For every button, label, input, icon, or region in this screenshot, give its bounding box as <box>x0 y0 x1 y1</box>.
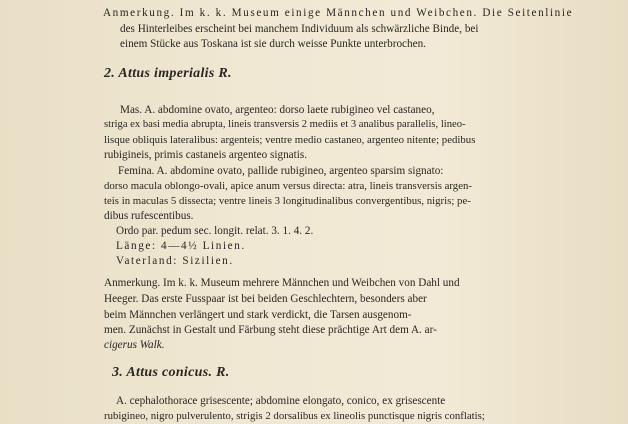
text-line: Ordo par. pedum sec. longit. relat. 3. 1. 4. 2. <box>116 225 314 237</box>
text-line: Länge: 4—4½ Linien. <box>116 240 246 252</box>
text-line: rubigineo, nigro pulverulento, strigis 2 dorsalibus ex lineolis punctisque nigris conflatis; <box>104 410 485 422</box>
text-line: dorso macula oblongo-ovali, apice anum versus directa: atra, lineis transversis argen- <box>104 180 472 192</box>
text-line: des Hinterleibes erscheint bei manchem Individuum als schwärzliche Binde, bei <box>120 23 479 35</box>
section-heading: 3. Attus conicus. R. <box>112 365 230 380</box>
text-line: Vaterland: Sizilien. <box>116 255 234 267</box>
text-line: Femina. A. abdomine ovato, pallide rubigineo, argenteo sparsim signato: <box>118 165 444 177</box>
text-line: einem Stücke aus Toskana ist sie durch weisse Punkte unterbrochen. <box>120 38 426 50</box>
text-line: dibus rufescentibus. <box>104 210 194 222</box>
text-line: A. cephalothorace grisescente; abdomine elongato, conico, ex grisescente <box>116 395 446 407</box>
text-line: Mas. A. abdomine ovato, argenteo: dorso laete rubigineo vel castaneo, <box>120 104 435 116</box>
text-line: Anmerkung. Im k. k. Museum einige Männchen und Weibchen. Die Seitenlinie <box>103 7 574 19</box>
text-line: Heeger. Das erste Fusspaar ist bei beiden Geschlechtern, besonders aber <box>104 293 427 305</box>
text-line: men. Zunächst in Gestalt und Färbung steht diese prächtige Art dem A. ar- <box>104 324 437 336</box>
text-line: Anmerkung. Im k. k. Museum mehrere Männchen und Weibchen von Dahl und <box>104 277 460 289</box>
text-line: teis in maculas 5 dissecta; ventre lineis 3 longitudinalibus convergentibus, nigris; pe- <box>104 195 471 207</box>
text-line: striga ex basi media abrupta, lineis transversis 2 mediis et 3 analibus parallelis, lineo- <box>104 119 466 130</box>
text-line: rubigineis, primis castaneis argenteo signatis. <box>104 149 307 161</box>
section-heading: 2. Attus imperialis R. <box>104 66 232 81</box>
text-line: cigerus Walk. <box>104 339 165 351</box>
text-line: lisque obliquis lateralibus: argenteis; ventre medio castaneo, argenteo nitente; pedibus <box>104 134 476 146</box>
text-line: beim Männchen verlängert und stark verdickt, die Tarsen ausgenom- <box>104 309 412 321</box>
